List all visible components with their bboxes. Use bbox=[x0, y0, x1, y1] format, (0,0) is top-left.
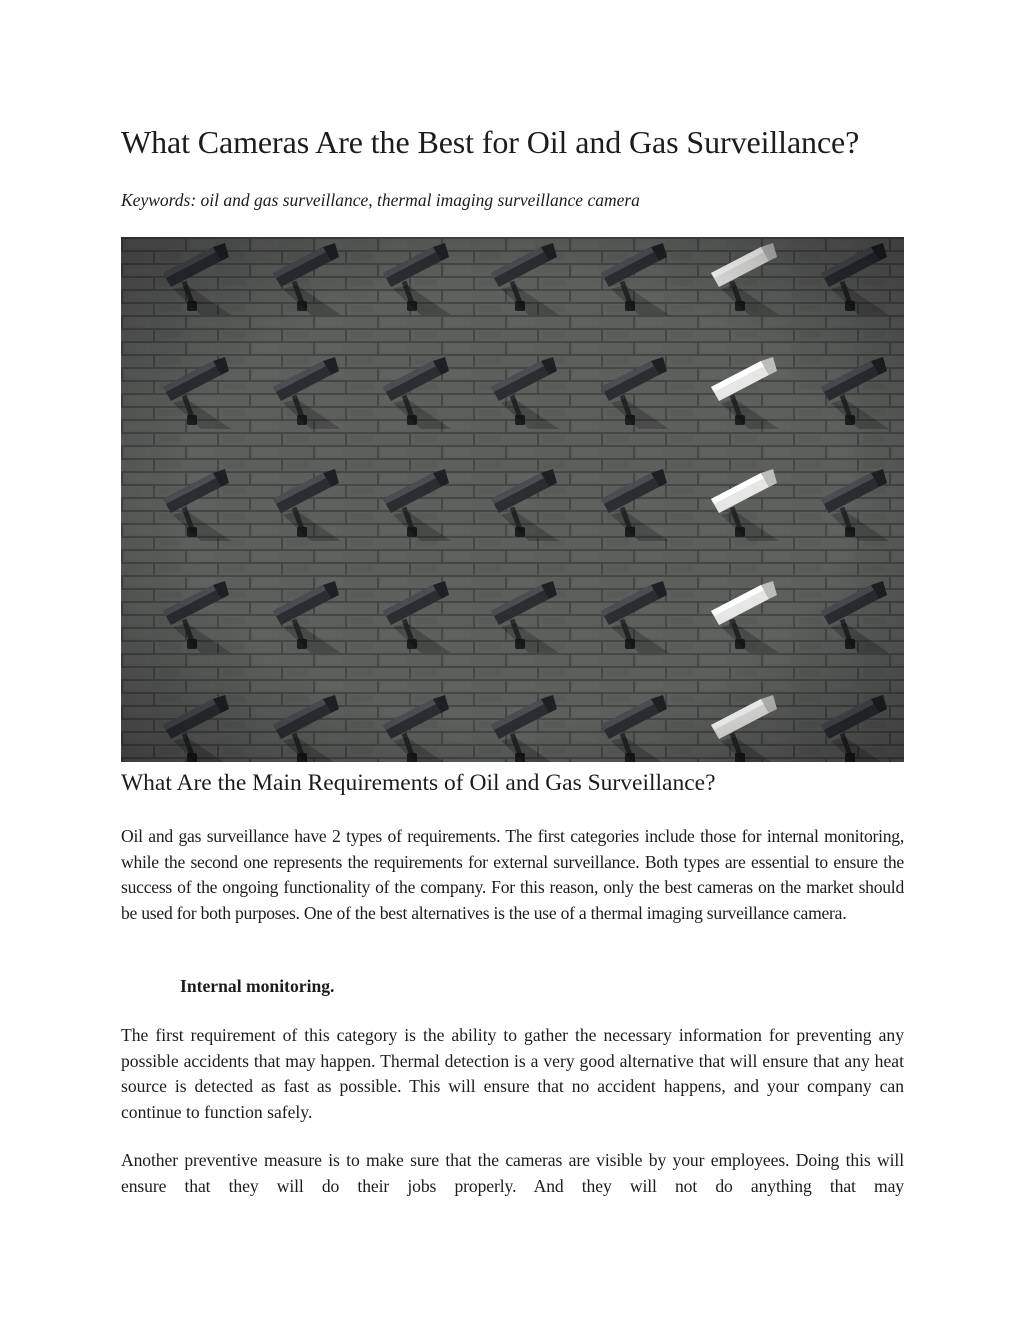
paragraph-requirements: Oil and gas surveillance have 2 types of requirements. The first categories include those for internal monitoring, while the second one represents the requirements for external surveillance. Both types are essential to ensure the success of the ongoing functionality of the company. For this reason, only the best cameras on the market should be used for both purposes. One of the best alternatives is the use of a thermal imaging surveillance camera. bbox=[121, 826, 904, 923]
paragraph-preventive-measure: Another preventive measure is to make sure that the cameras are visible by your employees. Doing this will ensure that they will do their jobs properly. And they will not do anything that may bbox=[121, 1150, 904, 1196]
document-title: What Cameras Are the Best for Oil and Gas Surveillance? bbox=[121, 124, 860, 160]
keywords-line: Keywords: oil and gas surveillance, thermal imaging surveillance camera bbox=[121, 190, 640, 210]
subheading-internal-monitoring: Internal monitoring. bbox=[180, 976, 335, 996]
cctv-cameras-image bbox=[121, 237, 904, 762]
section-heading: What Are the Main Requirements of Oil and Gas Surveillance? bbox=[121, 770, 716, 796]
paragraph-internal-monitoring: The first requirement of this category is the ability to gather the necessary information for preventing any possible accidents that may happen. Thermal detection is a very good alternative that will ensure that any heat source is detected as fast as possible. This will ensure that no accident happens, and your company can continue to function safely. bbox=[121, 1025, 904, 1122]
